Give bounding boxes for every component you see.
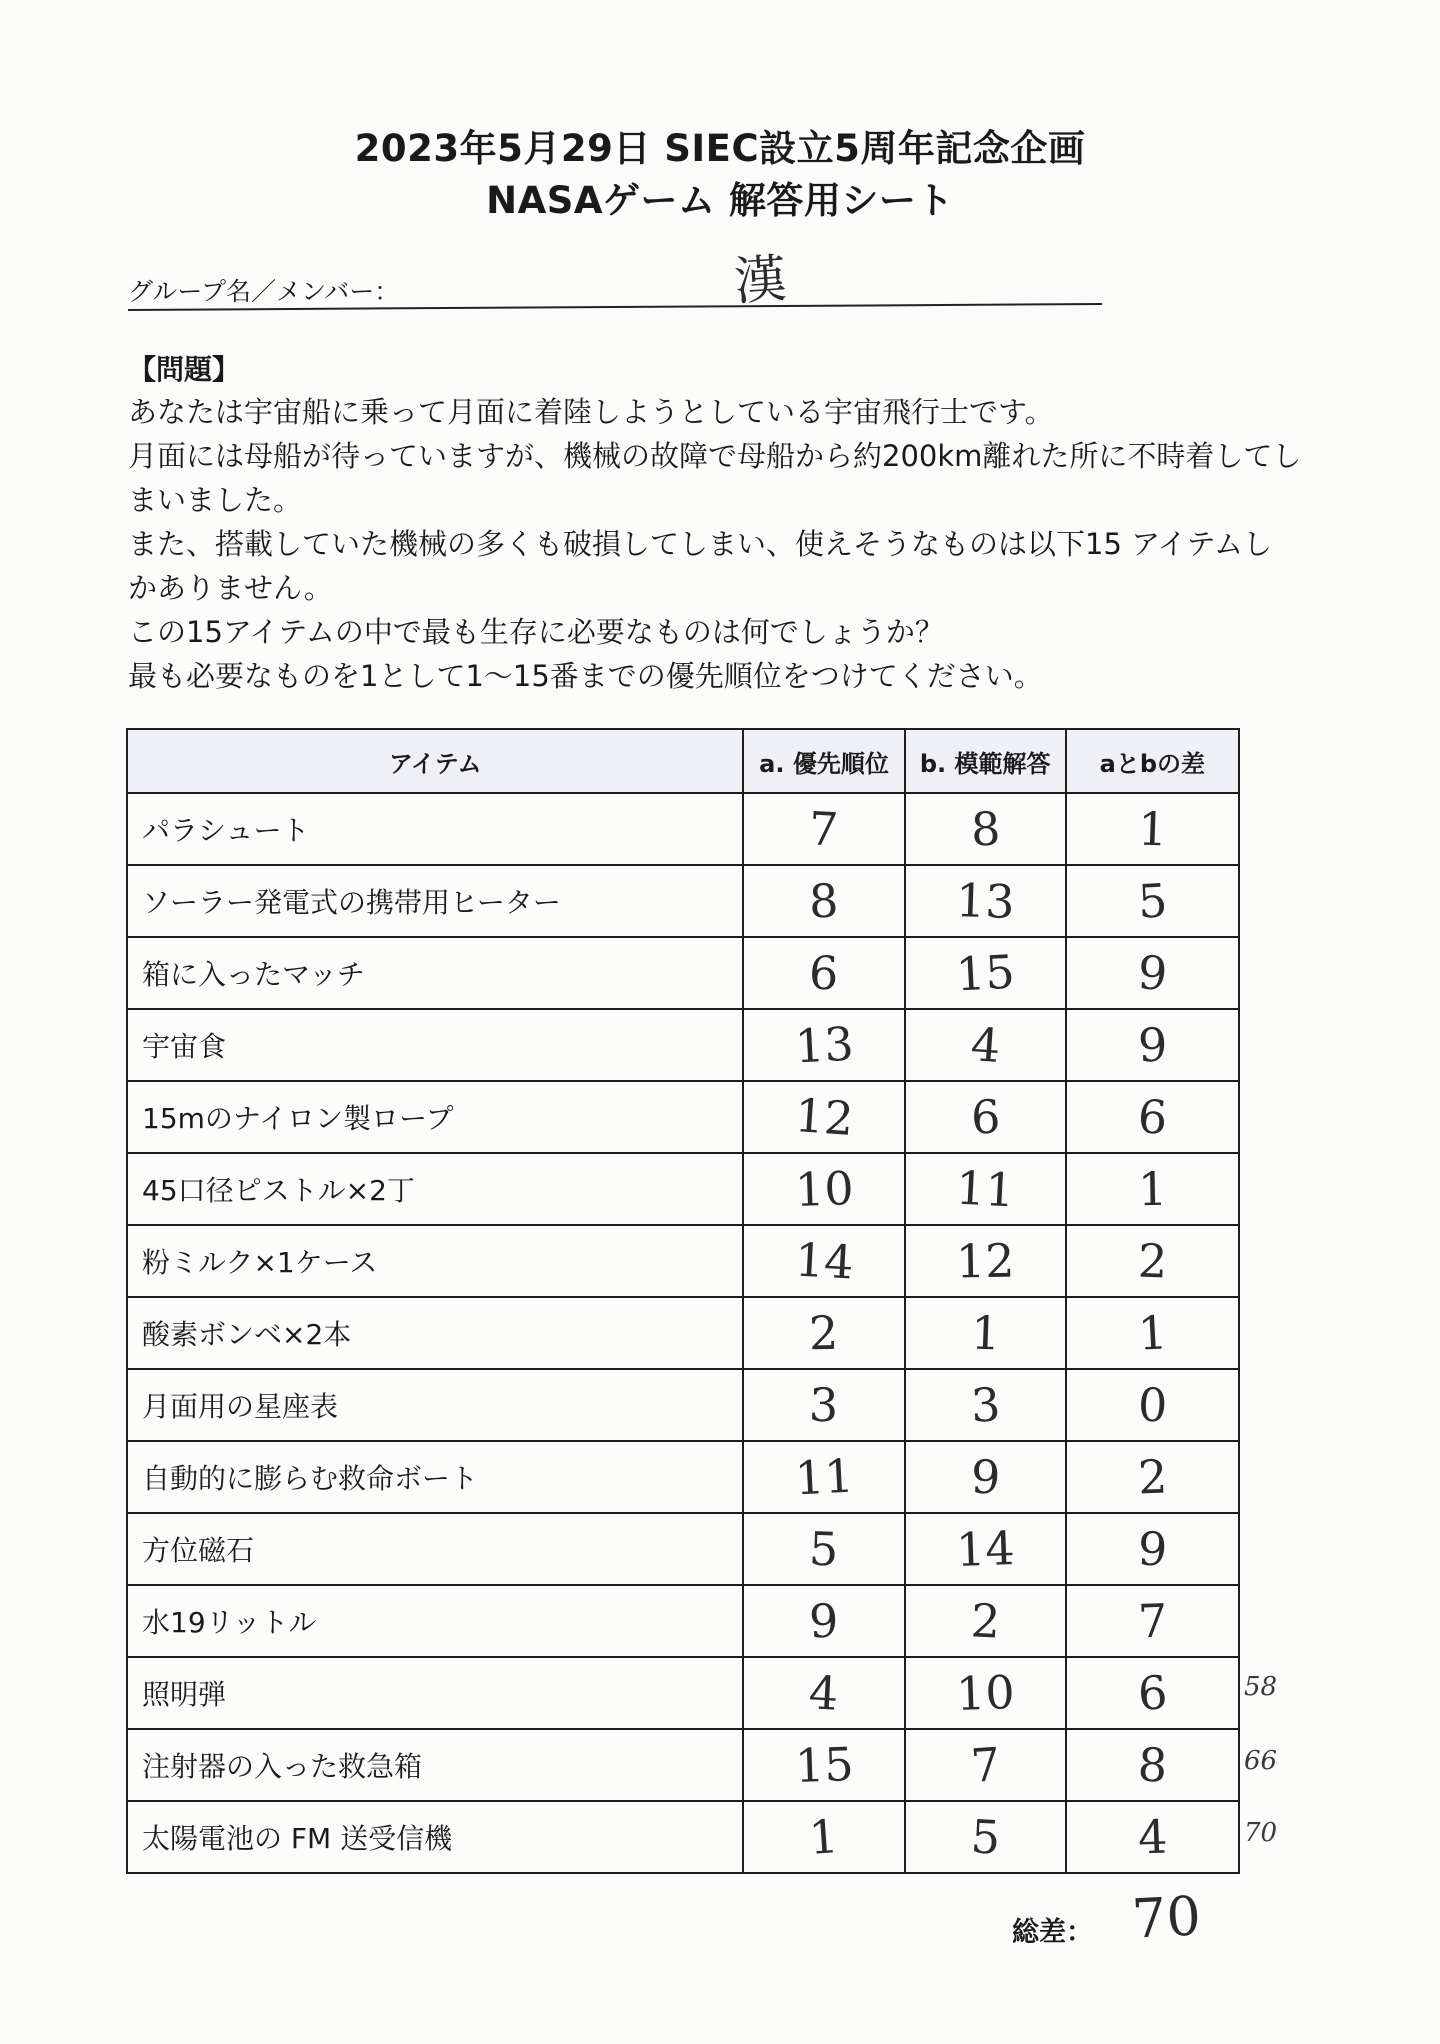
difference-cell	[1066, 1441, 1239, 1513]
priority-cell	[743, 865, 904, 937]
table-row	[127, 1441, 1239, 1513]
handwritten-number: 9	[808, 1593, 840, 1649]
handwritten-number: 9	[1136, 1521, 1169, 1577]
total-value-handwritten: 70	[1130, 1884, 1203, 1951]
handwritten-number: 7	[968, 1737, 1002, 1793]
difference-cell	[1066, 1513, 1239, 1585]
model-answer-cell	[905, 1657, 1066, 1729]
item-name-cell: 注射器の入った救急箱	[127, 1729, 743, 1801]
problem-line: まいました。	[128, 483, 303, 517]
items-table	[126, 728, 1240, 1874]
priority-cell	[743, 1801, 904, 1873]
handwritten-number: 0	[1136, 1377, 1168, 1433]
difference-cell	[1066, 1801, 1239, 1873]
difference-cell	[1066, 1225, 1239, 1297]
item-name-cell: 水19リットル	[127, 1585, 743, 1657]
item-name-cell: 自動的に膨らむ救命ボート	[127, 1441, 743, 1513]
problem-section	[128, 350, 1328, 698]
handwritten-number: 1	[1136, 801, 1168, 857]
priority-cell	[743, 1729, 904, 1801]
group-field	[128, 249, 1102, 313]
handwritten-number: 15	[793, 1736, 855, 1794]
handwritten-number: 1	[969, 1305, 1001, 1361]
priority-cell	[743, 1441, 904, 1513]
model-answer-cell	[905, 1801, 1066, 1873]
difference-cell	[1066, 1081, 1239, 1153]
item-name-cell: 月面用の星座表	[127, 1369, 743, 1441]
header-difference: aとbの差	[1066, 729, 1239, 793]
difference-cell	[1066, 1657, 1239, 1729]
handwritten-number: 6	[969, 1089, 1001, 1145]
model-answer-cell	[905, 1153, 1066, 1225]
model-answer-cell	[905, 937, 1066, 1009]
model-answer-cell	[905, 1441, 1066, 1513]
item-name-cell: 45口径ピストル×2丁	[127, 1153, 743, 1225]
handwritten-number: 1	[1136, 1305, 1169, 1361]
table-row	[127, 1369, 1239, 1441]
item-name-cell: 箱に入ったマッチ	[127, 937, 743, 1009]
model-answer-cell	[905, 1585, 1066, 1657]
priority-cell	[743, 1657, 904, 1729]
handwritten-number: 2	[1136, 1233, 1168, 1289]
handwritten-number: 11	[954, 1160, 1016, 1218]
title-line-2: NASAゲーム 解答用シート	[486, 179, 954, 222]
header-model-answer: b. 模範解答	[905, 729, 1066, 793]
handwritten-number: 3	[808, 1377, 840, 1433]
item-name-cell: 酸素ボンベ×2本	[127, 1297, 743, 1369]
handwritten-number: 4	[1136, 1809, 1168, 1865]
problem-line: 月面には母船が待っていますが、機械の故障で母船から約200km離れた所に不時着してし	[128, 439, 1302, 473]
priority-cell	[743, 1513, 904, 1585]
table-header-row	[127, 729, 1239, 793]
priority-cell	[743, 1585, 904, 1657]
handwritten-number: 10	[793, 1160, 855, 1218]
handwritten-number: 7	[1136, 1593, 1168, 1649]
handwritten-number: 14	[954, 1520, 1016, 1578]
item-name-cell: 宇宙食	[127, 1009, 743, 1081]
model-answer-cell	[905, 1009, 1066, 1081]
handwritten-number: 5	[1136, 873, 1169, 929]
handwritten-number: 5	[808, 1521, 840, 1577]
handwritten-number: 4	[968, 1017, 1002, 1073]
handwritten-number: 1	[1137, 1161, 1168, 1217]
priority-cell	[743, 1081, 904, 1153]
title-line-1: 2023年5月29日 SIEC設立5周年記念企画	[354, 127, 1086, 170]
margin-note: 58	[1244, 1672, 1278, 1702]
problem-line: この15アイテムの中で最も生存に必要なものは何でしょうか？	[128, 615, 944, 649]
priority-cell	[743, 793, 904, 865]
handwritten-number: 2	[1136, 1449, 1168, 1505]
handwritten-number: 5	[969, 1809, 1002, 1865]
table-row	[127, 793, 1239, 865]
priority-cell	[743, 1225, 904, 1297]
handwritten-number: 9	[969, 1449, 1001, 1505]
handwritten-number: 1	[807, 1809, 841, 1865]
difference-cell	[1066, 1297, 1239, 1369]
difference-cell	[1066, 937, 1239, 1009]
priority-cell	[743, 1297, 904, 1369]
table-row	[127, 1513, 1239, 1585]
table-row	[127, 1009, 1239, 1081]
difference-cell	[1066, 1153, 1239, 1225]
handwritten-number: 6	[808, 945, 840, 1001]
difference-cell	[1066, 1009, 1239, 1081]
table-row	[127, 1585, 1239, 1657]
priority-cell	[743, 1009, 904, 1081]
model-answer-cell	[905, 1729, 1066, 1801]
table-row	[127, 1801, 1239, 1873]
difference-cell	[1066, 1369, 1239, 1441]
table-row	[127, 1297, 1239, 1369]
model-answer-cell	[905, 793, 1066, 865]
item-name-cell: 方位磁石	[127, 1513, 743, 1585]
model-answer-cell	[905, 1297, 1066, 1369]
table-row	[127, 865, 1239, 937]
group-label: グループ名／メンバー：	[128, 277, 400, 306]
table-row	[127, 1153, 1239, 1225]
margin-note: 70	[1244, 1818, 1278, 1848]
difference-cell	[1066, 865, 1239, 937]
handwritten-number: 8	[808, 873, 840, 929]
header-item: アイテム	[127, 729, 743, 793]
priority-cell	[743, 1369, 904, 1441]
model-answer-cell	[905, 1225, 1066, 1297]
table-row	[127, 1081, 1239, 1153]
handwritten-number: 7	[807, 801, 841, 857]
item-name-cell: パラシュート	[127, 793, 743, 865]
problem-heading: 【問題】	[128, 353, 241, 386]
handwritten-number: 13	[954, 872, 1016, 930]
problem-line: 最も必要なものを1として1～15番までの優先順位をつけてください。	[128, 659, 1043, 693]
item-name-cell: ソーラー発電式の携帯用ヒーター	[127, 865, 743, 937]
handwritten-number: 11	[793, 1448, 855, 1506]
item-name-cell: 太陽電池の FM 送受信機	[127, 1801, 743, 1873]
handwritten-number: 8	[969, 801, 1001, 857]
handwritten-number: 12	[955, 1233, 1015, 1289]
handwritten-number: 3	[969, 1377, 1002, 1433]
handwritten-number: 13	[793, 1016, 855, 1074]
margin-note: 66	[1244, 1746, 1278, 1776]
difference-cell	[1066, 1729, 1239, 1801]
problem-line: かありません。	[128, 571, 333, 605]
group-value-handwritten: 漢	[732, 249, 789, 313]
problem-line: あなたは宇宙船に乗って月面に着陸しようとしている宇宙飛行士です。	[128, 395, 1054, 429]
difference-cell	[1066, 1585, 1239, 1657]
header-priority: a. 優先順位	[743, 729, 904, 793]
problem-line: また、搭載していた機械の多くも破損してしまい、使えそうなものは以下15 アイテムし	[128, 527, 1273, 561]
handwritten-number: 10	[954, 1664, 1016, 1722]
total-label: 総差：	[1012, 1917, 1093, 1948]
model-answer-cell	[905, 1369, 1066, 1441]
handwritten-number: 15	[954, 944, 1016, 1002]
model-answer-cell	[905, 1081, 1066, 1153]
handwritten-number: 4	[807, 1665, 841, 1721]
priority-cell	[743, 937, 904, 1009]
priority-cell	[743, 1153, 904, 1225]
table-row	[127, 1225, 1239, 1297]
handwritten-number: 14	[793, 1232, 855, 1290]
handwritten-number: 9	[1135, 945, 1169, 1001]
item-name-cell: 粉ミルク×1ケース	[127, 1225, 743, 1297]
handwritten-number: 6	[1136, 1089, 1169, 1145]
model-answer-cell	[905, 865, 1066, 937]
difference-cell	[1066, 793, 1239, 865]
handwritten-number: 9	[1136, 1017, 1168, 1073]
model-answer-cell	[905, 1513, 1066, 1585]
item-name-cell: 照明弾	[127, 1657, 743, 1729]
handwritten-number: 8	[1136, 1737, 1169, 1793]
handwritten-number: 12	[792, 1088, 856, 1146]
table-row	[127, 1729, 1239, 1801]
table-row	[127, 1657, 1239, 1729]
handwritten-number: 2	[969, 1593, 1002, 1649]
handwritten-number: 2	[808, 1305, 840, 1361]
handwritten-number: 6	[1135, 1665, 1169, 1721]
item-name-cell: 15mのナイロン製ロープ	[127, 1081, 743, 1153]
table-row	[127, 937, 1239, 1009]
